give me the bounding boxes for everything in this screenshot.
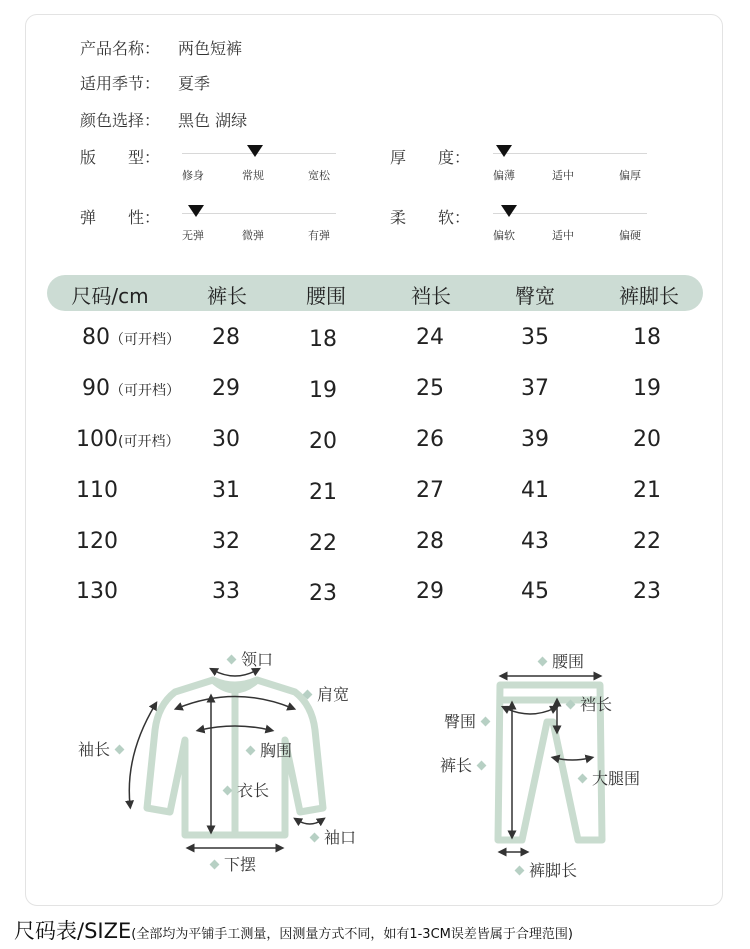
measurement-diagram	[0, 630, 750, 890]
label-sleeve-length: 袖长	[78, 737, 129, 760]
cell: 23	[633, 579, 661, 604]
season-row	[80, 71, 210, 94]
cell: 31	[212, 478, 240, 503]
scale-thickness-label: 厚 度：	[390, 148, 471, 167]
scale-fit-option: 常规	[242, 169, 264, 182]
cell: 21	[309, 480, 337, 505]
label-pants-length: 裤长	[440, 753, 491, 776]
cell: 28	[212, 325, 240, 350]
scale-elasticity-track	[182, 213, 336, 214]
header-leg-opening: 裤脚长	[619, 284, 679, 308]
cell: 18	[633, 325, 661, 350]
header-hip: 臀宽	[515, 284, 555, 308]
scale-elasticity-marker	[188, 205, 204, 217]
label-leg-opening: 裤脚长	[510, 858, 577, 881]
row-size: 80（可开档）	[82, 325, 180, 350]
header-rise: 裆长	[411, 284, 451, 308]
scale-softness-label: 柔 软：	[390, 208, 471, 227]
scale-thickness-option: 偏厚	[619, 169, 641, 182]
scale-fit-option: 修身	[182, 169, 204, 182]
label-thigh: 大腿围	[573, 766, 640, 789]
product-name-label: 产品名称：	[80, 39, 161, 58]
cell: 20	[633, 427, 661, 452]
scale-softness-option: 偏软	[493, 229, 515, 242]
label-shoulder: 肩宽	[298, 682, 349, 705]
cell: 28	[416, 529, 444, 554]
color-label: 颜色选择：	[80, 111, 161, 130]
cell: 35	[521, 325, 549, 350]
table-row	[0, 376, 750, 416]
cell: 25	[416, 376, 444, 401]
cell: 43	[521, 529, 549, 554]
table-row	[0, 427, 750, 467]
scale-elasticity-label: 弹 性：	[80, 208, 161, 227]
scale-softness-option: 偏硬	[619, 229, 641, 242]
cell: 22	[309, 531, 337, 556]
cell: 22	[633, 529, 661, 554]
cell: 19	[633, 376, 661, 401]
table-row	[0, 529, 750, 569]
color-value: 黑色 湖绿	[178, 111, 248, 130]
cell: 24	[416, 325, 444, 350]
label-collar: 领口	[222, 647, 273, 670]
header-length: 裤长	[207, 284, 247, 308]
footer-title: 尺码表/SIZE	[14, 919, 132, 943]
cell: 27	[416, 478, 444, 503]
cell: 45	[521, 579, 549, 604]
row-size: 130	[76, 579, 118, 604]
scale-thickness-track	[493, 153, 647, 154]
footer-disclaimer: (全部均为平铺手工测量，因测量方式不同，如有1-3CM误差皆属于合理范围)	[131, 927, 573, 942]
cell: 19	[309, 378, 337, 403]
color-row	[80, 108, 247, 131]
scale-thickness-option: 适中	[552, 169, 574, 182]
season-value: 夏季	[178, 74, 211, 93]
jacket-illustration	[147, 680, 323, 835]
cell: 33	[212, 579, 240, 604]
row-size: 120	[76, 529, 118, 554]
scale-fit-label: 版 型：	[80, 148, 161, 167]
scale-elasticity-option: 有弹	[308, 229, 330, 242]
label-cuff: 袖口	[305, 825, 356, 848]
row-size: 90（可开档）	[82, 376, 180, 401]
cell: 30	[212, 427, 240, 452]
cell: 21	[633, 478, 661, 503]
label-body-length: 衣长	[218, 778, 269, 801]
cell: 41	[521, 478, 549, 503]
jacket-arrows	[129, 670, 322, 848]
label-rise: 裆长	[561, 692, 612, 715]
cell: 29	[416, 579, 444, 604]
header-waist: 腰围	[306, 284, 346, 308]
table-row	[0, 478, 750, 518]
label-hip: 臀围	[444, 709, 495, 732]
scale-fit-marker	[247, 145, 263, 157]
season-label: 适用季节：	[80, 74, 161, 93]
table-row	[0, 579, 750, 619]
cell: 20	[309, 429, 337, 454]
header-size: 尺码/cm	[71, 284, 149, 308]
row-size: 100(可开档）	[76, 427, 180, 452]
table-row	[0, 325, 750, 365]
scale-elasticity-option: 无弹	[182, 229, 204, 242]
label-hem: 下摆	[205, 852, 256, 875]
product-name-value: 两色短裤	[178, 39, 243, 58]
product-name-row	[80, 36, 242, 59]
cell: 29	[212, 376, 240, 401]
scale-fit-option: 宽松	[308, 169, 330, 182]
scale-softness-marker	[501, 205, 517, 217]
cell: 23	[309, 581, 337, 606]
scale-thickness-option: 偏薄	[493, 169, 515, 182]
size-table-header	[47, 275, 703, 311]
scale-softness-option: 适中	[552, 229, 574, 242]
cell: 37	[521, 376, 549, 401]
cell: 26	[416, 427, 444, 452]
scale-thickness-marker	[496, 145, 512, 157]
label-waist: 腰围	[533, 649, 584, 672]
scale-elasticity-option: 微弹	[242, 229, 264, 242]
label-chest: 胸围	[241, 738, 292, 761]
cell: 18	[309, 327, 337, 352]
footer-note	[14, 915, 573, 945]
cell: 32	[212, 529, 240, 554]
row-size: 110	[76, 478, 118, 503]
cell: 39	[521, 427, 549, 452]
